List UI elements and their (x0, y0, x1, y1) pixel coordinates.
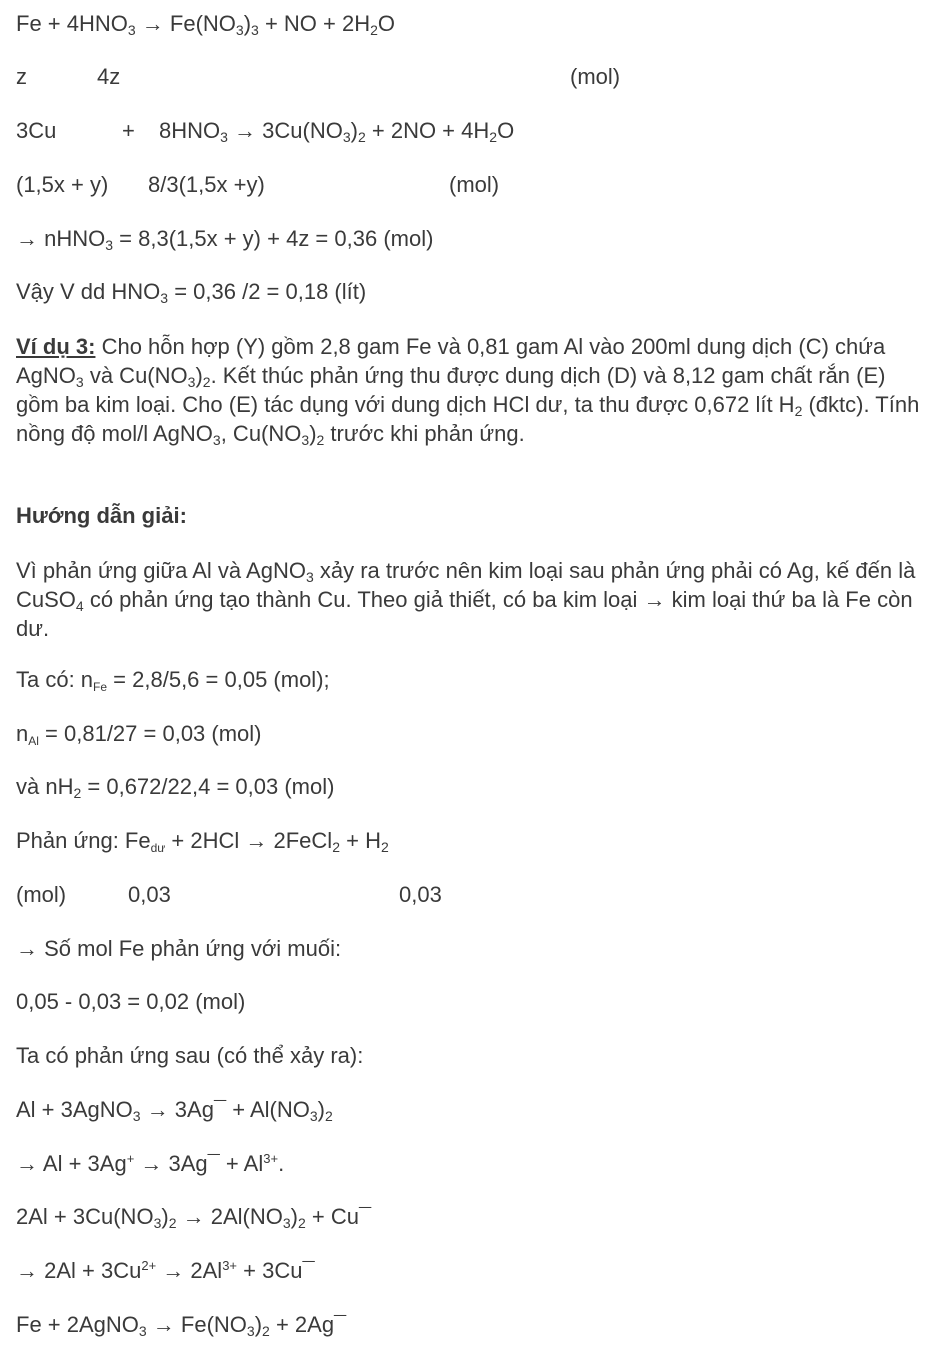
reaction-fe-hcl: Phản ứng: $Fe_{dư} + 2HCl$ → 2FeCl$_2$ + $H_2$ (16, 828, 389, 855)
mol-row-2: (1,5x + y) 8/3(1,5x +y) (mol) (16, 172, 500, 197)
nhno3-total: → nHNO$_3$ = 8,3(1,5x + y) + 4z = 0,36 (mol) (16, 226, 434, 253)
n-h2-line: và $nH_2 = 0,672/22,4 = 0,03$ (mol) (16, 774, 335, 801)
equation-fe-hno3: $Fe + 4HNO_3 \to Fe(NO_3)_3$ + NO + $2H_2O$ (16, 11, 396, 38)
reaction-al-cuno3: $2Al + 3Cu(NO_3)_2 \to 2Al(NO_3)_2$ + Cu¯ (16, 1204, 372, 1231)
n-al-line: $n_{Al} = 0,81/27 = 0,03$ (mol) (16, 721, 262, 748)
example-3-paragraph: Ví dụ 3: Cho hỗn hợp (Y) gồm 2,8 gam Fe và 0,81 gam Al vào 200ml dung dịch (C) chứa AgNO$_3$ và $Cu(NO_3)_2$. Kết thúc phản ứng thu được dung dịch (D) và 8,12 gam chất rắn (E) gồm ba kim loại. Cho (E) tác dụng với dung dịch HCl dư, ta thu được 0,672 lít $H_2$ (đktc). Tính nồng độ mol/l AgNO$_3$, $Cu(NO_3)_2$ trước khi phản ứng. (16, 334, 920, 448)
equation-cu-hno3: 3Cu + $8HNO_3 \to 3Cu(NO_3)_2 + 2NO + 4H_2O$ (16, 118, 515, 145)
possible-reactions-heading: Ta có phản ứng sau (có thể xảy ra): (16, 1043, 364, 1068)
explanation-paragraph: Vì phản ứng giữa Al và AgNO$_3$ xảy ra trước nên kim loại sau phản ứng phải có Ag, kế đến là CuSO$_4$ có phản ứng tạo thành Cu. Theo giả thiết, có ba kim loại → kim loại thứ ba là Fe còn dư. (16, 558, 916, 641)
ionic-al-ag: → Al + 3Ag+ → 3Ag¯ + $Al^{3+}$. (16, 1151, 285, 1176)
solution-heading: Hướng dẫn giải: (16, 503, 187, 528)
reaction-al-agno3: Al + 3AgNO$_3$ → 3Ag¯ + $Al(NO_3)_2$ (16, 1097, 333, 1124)
reaction-fe-agno3: Fe + 2AgNO$_3$ → $Fe(NO_3)_2$ + 2Ag¯ (16, 1312, 347, 1339)
example-3-label: Ví dụ 3: (16, 334, 96, 359)
ionic-al-cu: → $2Al + 3Cu^{2+} \to 2Al^{3+}$ + 3Cu¯ (16, 1258, 315, 1283)
fe-reacted-heading: → Số mol Fe phản ứng với muối: (16, 936, 342, 961)
mol-row-3: (mol) 0,03 0,03 (16, 882, 442, 907)
volume-result: Vậy V dd $HNO_3 = 0,36$ /2 = 0,18 (lít) (16, 279, 367, 306)
fe-reacted-value: 0,05 - 0,03 = 0,02 (mol) (16, 989, 246, 1014)
n-fe-line: Ta có: $n_{Fe} = 2,8/5,6 = 0,05$ (mol); (16, 667, 330, 694)
mol-row-1: z 4z (mol) (16, 64, 621, 89)
